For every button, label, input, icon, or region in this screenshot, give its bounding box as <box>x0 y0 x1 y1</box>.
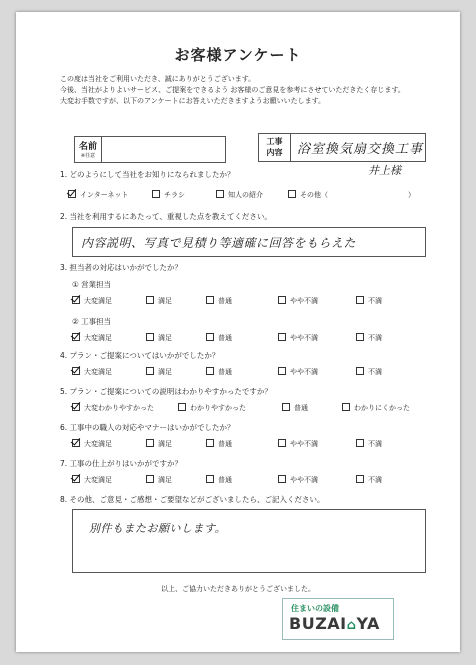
checkbox-icon <box>206 296 214 304</box>
q1-option-other[interactable]: その他（ <box>288 190 328 200</box>
checkbox-icon <box>152 190 160 198</box>
checkbox-icon <box>356 367 364 375</box>
house-icon: ⌂ <box>346 618 357 633</box>
checkbox-icon <box>278 333 286 341</box>
work-content-value: 浴室換気扇交換工事 <box>297 142 424 157</box>
survey-sheet <box>16 12 460 652</box>
checkbox-icon <box>146 367 154 375</box>
name-field[interactable] <box>74 136 226 163</box>
checkbox-icon <box>146 333 154 341</box>
checkbox-icon <box>278 439 286 447</box>
checkbox-icon <box>356 475 364 483</box>
q3-sales-option-4[interactable]: 不満 <box>356 296 382 306</box>
q5-question: 5. プラン・ご提案についての説明はわかりやすかったですか？ <box>60 387 272 396</box>
q4-option-0[interactable]: 大変満足 <box>72 367 112 377</box>
thanks-text: 以上、ご協力いただきありがとうございました。 <box>161 585 315 593</box>
checkbox-icon <box>216 190 224 198</box>
checkbox-icon <box>278 475 286 483</box>
q7-option-0[interactable]: 大変満足 <box>72 475 112 485</box>
checkbox-checked-icon <box>72 333 80 341</box>
q3-construction-option-0[interactable]: 大変満足 <box>72 333 112 343</box>
name-label: 名前 ※任意 <box>75 137 102 162</box>
q3-sales-option-2[interactable]: 普通 <box>206 296 232 306</box>
checkbox-checked-icon <box>68 190 76 198</box>
checkbox-checked-icon <box>72 475 80 483</box>
q2-answer-field[interactable] <box>72 227 426 257</box>
q6-option-1[interactable]: 満足 <box>146 439 172 449</box>
q3-construction-option-2[interactable]: 普通 <box>206 333 232 343</box>
page-title: お客様アンケート <box>174 46 302 64</box>
checkbox-icon <box>282 403 290 411</box>
q4-option-1[interactable]: 満足 <box>146 367 172 377</box>
q6-option-0[interactable]: 大変満足 <box>72 439 112 449</box>
q3-question: 3. 担当者の対応はいかがでしたか？ <box>60 263 183 272</box>
q7-option-2[interactable]: 普通 <box>206 475 232 485</box>
q4-option-4[interactable]: 不満 <box>356 367 382 377</box>
checkbox-icon <box>146 475 154 483</box>
q4-question: 4. プラン・ご提案についてはいかがでしたか？ <box>60 351 220 360</box>
checkbox-icon <box>206 475 214 483</box>
q7-option-3[interactable]: やや不満 <box>278 475 318 485</box>
q6-question: 6. 工事中の職人の対応やマナーはいかがでしたか？ <box>60 423 235 432</box>
q4-option-2[interactable]: 普通 <box>206 367 232 377</box>
checkbox-checked-icon <box>72 296 80 304</box>
q1-option-other-close: ） <box>408 191 415 199</box>
q1-option-flyer[interactable]: チラシ <box>152 190 185 200</box>
q3-sales-option-0[interactable]: 大変満足 <box>72 296 112 306</box>
q2-question: 2. 当社を利用するにあたって、重視した点を教えてください。 <box>60 212 272 221</box>
q4-option-3[interactable]: やや不満 <box>278 367 318 377</box>
q6-option-2[interactable]: 普通 <box>206 439 232 449</box>
q7-option-4[interactable]: 不満 <box>356 475 382 485</box>
q8-answer: 別件もまたお願いします。 <box>89 522 227 535</box>
q7-question: 7. 工事の仕上がりはいかがですか？ <box>60 459 183 468</box>
q1-option-internet[interactable]: インターネット <box>68 190 128 200</box>
checkbox-icon <box>356 296 364 304</box>
checkbox-checked-icon <box>72 439 80 447</box>
checkbox-icon <box>356 333 364 341</box>
checkbox-icon <box>146 439 154 447</box>
q6-option-3[interactable]: やや不満 <box>278 439 318 449</box>
q3-sales-option-1[interactable]: 満足 <box>146 296 172 306</box>
checkbox-checked-icon <box>72 367 80 375</box>
q3-sales-label: ① 営業担当 <box>72 280 112 289</box>
q3-construction-label: ② 工事担当 <box>72 317 112 326</box>
q8-question: 8. その他、ご意見・ご感想・ご要望などがございましたら、ご記入ください。 <box>60 495 325 504</box>
q8-comment-field[interactable] <box>72 509 426 573</box>
checkbox-icon <box>278 367 286 375</box>
work-content-field[interactable] <box>258 133 426 162</box>
q5-option-very-clear[interactable]: 大変わかりやすかった <box>72 403 154 413</box>
checkbox-icon <box>342 403 350 411</box>
q3-construction-option-4[interactable]: 不満 <box>356 333 382 343</box>
staff-name: 井上様 <box>368 164 401 177</box>
checkbox-icon <box>206 367 214 375</box>
checkbox-icon <box>356 439 364 447</box>
q5-option-clear[interactable]: わかりやすかった <box>178 403 246 413</box>
checkbox-icon <box>206 439 214 447</box>
work-content-label: 工事 内容 <box>259 134 291 161</box>
q7-option-1[interactable]: 満足 <box>146 475 172 485</box>
checkbox-checked-icon <box>72 403 80 411</box>
checkbox-icon <box>178 403 186 411</box>
q1-option-referral[interactable]: 知人の紹介 <box>216 190 263 200</box>
checkbox-icon <box>206 333 214 341</box>
checkbox-icon <box>288 190 296 198</box>
company-logo: 住まいの設備 BUZAI⌂YA <box>282 598 394 640</box>
q6-option-4[interactable]: 不満 <box>356 439 382 449</box>
checkbox-icon <box>278 296 286 304</box>
q5-option-normal[interactable]: 普通 <box>282 403 308 413</box>
checkbox-icon <box>146 296 154 304</box>
q3-construction-option-3[interactable]: やや不満 <box>278 333 318 343</box>
q3-construction-option-1[interactable]: 満足 <box>146 333 172 343</box>
intro-text: この度は当社をご利用いただき、誠にありがとうございます。 今後、当社がよりよいサービス、ご提案をできるよう お客様のご意見を参考にさせていただきたく存じます。 大変お手数ですが、以下のアンケートにお答えいただきますようお願いいたします。 <box>60 75 405 105</box>
q3-sales-option-3[interactable]: やや不満 <box>278 296 318 306</box>
q2-answer: 内容説明、写真で見積り等適確に回答をもらえた <box>81 236 357 250</box>
q1-question: 1. どのようにして当社をお知りになられましたか？ <box>60 170 235 179</box>
q5-option-unclear[interactable]: わかりにくかった <box>342 403 410 413</box>
